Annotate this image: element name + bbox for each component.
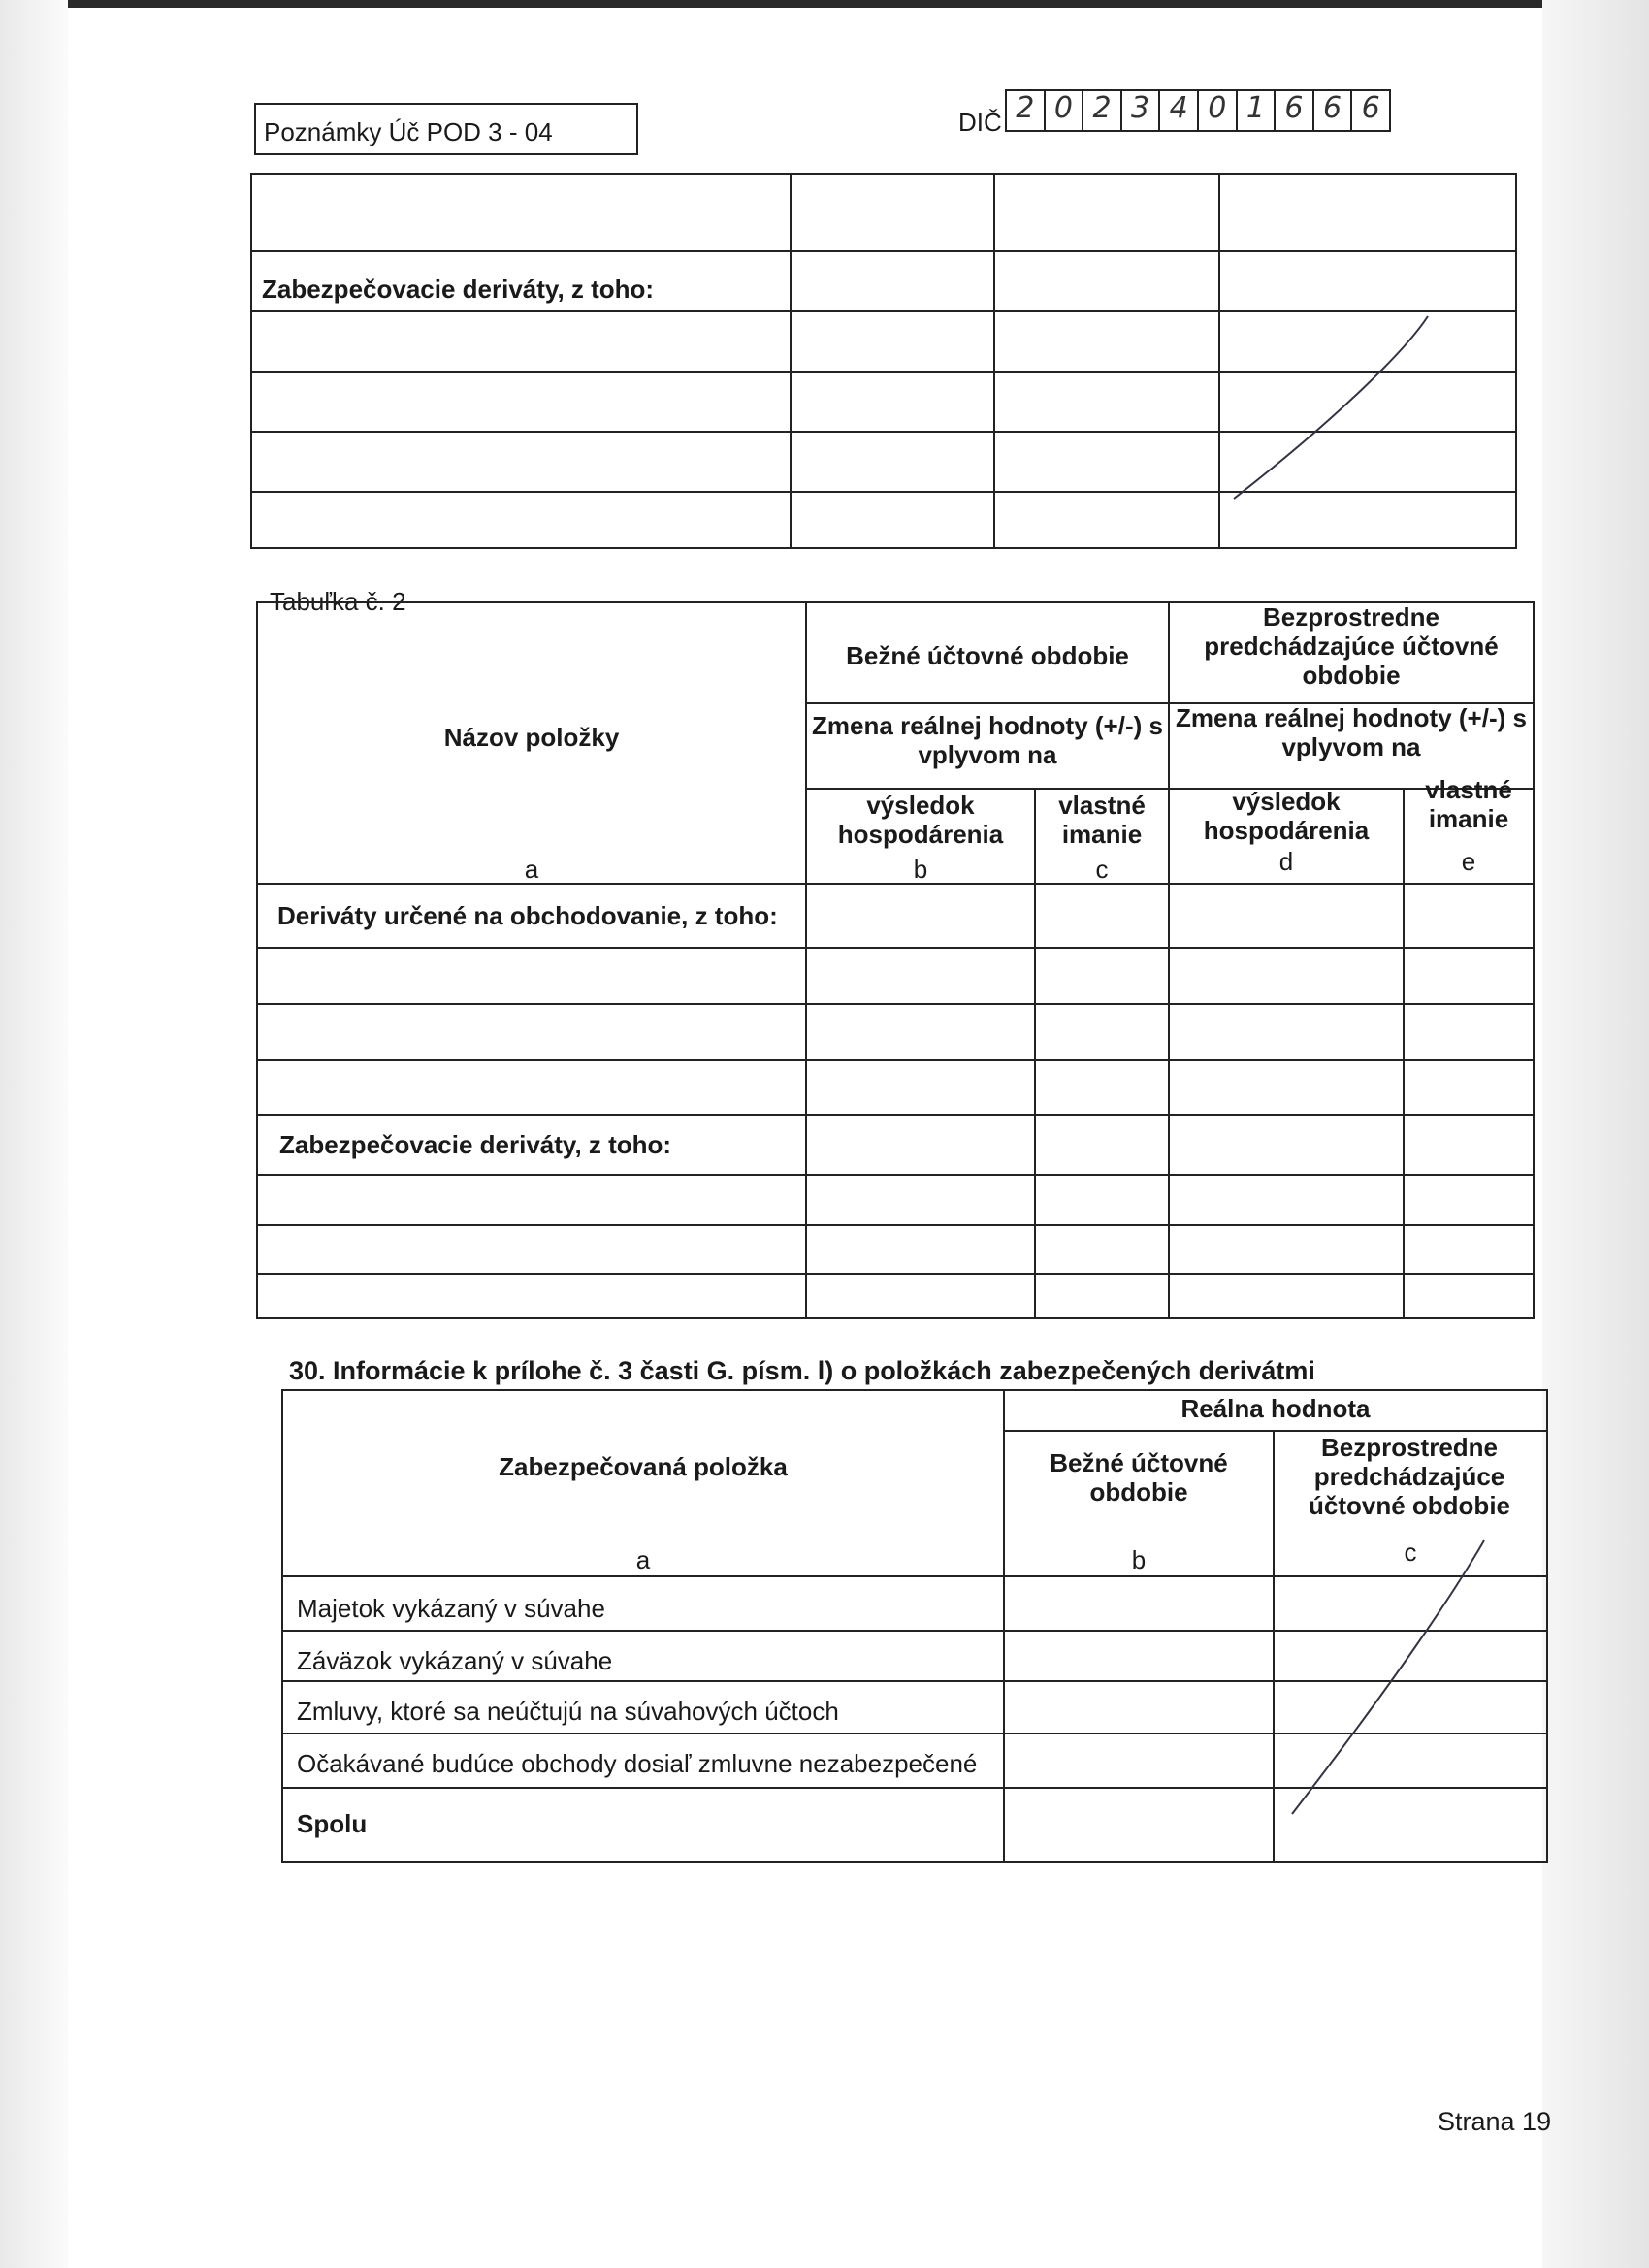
- dic-digit: 4: [1160, 91, 1199, 130]
- section30-letter-a: a: [635, 1545, 651, 1574]
- dic-digit: 3: [1122, 91, 1161, 130]
- section30-row-4: Očakávané budúce obchody dosiaľ zmluvne nezabezpečené: [297, 1749, 978, 1778]
- dic-label: DIČ: [958, 108, 1002, 137]
- table2-sub-current: Zmena reálnej hodnoty (+/-) s vplyvom na: [812, 711, 1163, 769]
- table2-sub-previous: Zmena reálnej hodnoty (+/-) s vplyvom na: [1176, 703, 1527, 761]
- dic-digit: 6: [1276, 91, 1314, 130]
- dic-digit: 6: [1361, 91, 1380, 125]
- section30-col-item: Zabezpečovaná položka: [499, 1452, 788, 1481]
- section30-title: 30. Informácie k prílohe č. 3 časti G. písm. l) o položkách zabezpečených derivátmi: [289, 1356, 1315, 1385]
- strike-line-table1: [1222, 310, 1436, 504]
- table2-letter-a: a: [524, 855, 539, 884]
- table2-col-equity-prev: vlastné imanie: [1425, 775, 1512, 833]
- table2: [256, 601, 1535, 1319]
- dic-digit: 6: [1314, 91, 1353, 130]
- table1-row-hedging: Zabezpečovacie deriváty, z toho:: [262, 275, 655, 304]
- table2-col-name: Názov položky: [443, 723, 620, 752]
- table2-letter-c: c: [1095, 855, 1109, 884]
- section30-total: Spolu: [297, 1809, 368, 1838]
- table2-col-equity: vlastné imanie: [1058, 791, 1146, 849]
- table2-col-current: Bežné účtovné obdobie: [846, 641, 1129, 670]
- section30-col-fair: Reálna hodnota: [1180, 1394, 1371, 1423]
- table2-col-result-prev: výsledok hospodárenia: [1203, 787, 1370, 845]
- dic-field: [1005, 89, 1391, 132]
- table2-caption: Tabuľka č. 2: [270, 587, 406, 616]
- section30-row-2: Záväzok vykázaný v súvahe: [297, 1646, 613, 1675]
- section30-col-previous: Bezprostredne predchádzajúce účtovné obdobie: [1309, 1433, 1510, 1520]
- section30-col-current: Bežné účtovné obdobie: [1050, 1448, 1228, 1507]
- strike-line-section30: [1280, 1533, 1494, 1824]
- form-label: Poznámky Úč POD 3 - 04: [264, 117, 553, 146]
- section30-row-1: Majetok vykázaný v súvahe: [297, 1594, 605, 1623]
- scan-edge: [0, 0, 1649, 8]
- table2-letter-d: d: [1278, 847, 1294, 876]
- section30-row-3: Zmluvy, ktoré sa neúčtujú na súvahových účtoch: [297, 1697, 839, 1726]
- table2-col-previous: Bezprostredne predchádzajúce účtovné obdobie: [1204, 602, 1499, 690]
- page-shadow-left: [0, 0, 68, 2268]
- form-label-box: [254, 103, 638, 155]
- section30-letter-c: c: [1404, 1538, 1417, 1567]
- dic-digit: 1: [1238, 91, 1277, 130]
- dic-digit: 0: [1199, 91, 1238, 130]
- page-shadow-right: [1542, 0, 1649, 2268]
- table2-letter-b: b: [913, 855, 928, 884]
- table2-col-result: výsledok hospodárenia: [837, 791, 1004, 849]
- table2-row-trading: Deriváty určené na obchodovanie, z toho:: [277, 901, 778, 930]
- page-number: Strana 19: [1438, 2107, 1552, 2136]
- dic-digit: 2: [1083, 91, 1122, 130]
- dic-digit: 0: [1046, 91, 1084, 130]
- table2-letter-e: e: [1461, 847, 1476, 876]
- dic-digit: 2: [1007, 91, 1046, 130]
- section30-letter-b: b: [1131, 1545, 1147, 1574]
- table2-row-hedging: Zabezpečovacie deriváty, z toho:: [279, 1130, 672, 1159]
